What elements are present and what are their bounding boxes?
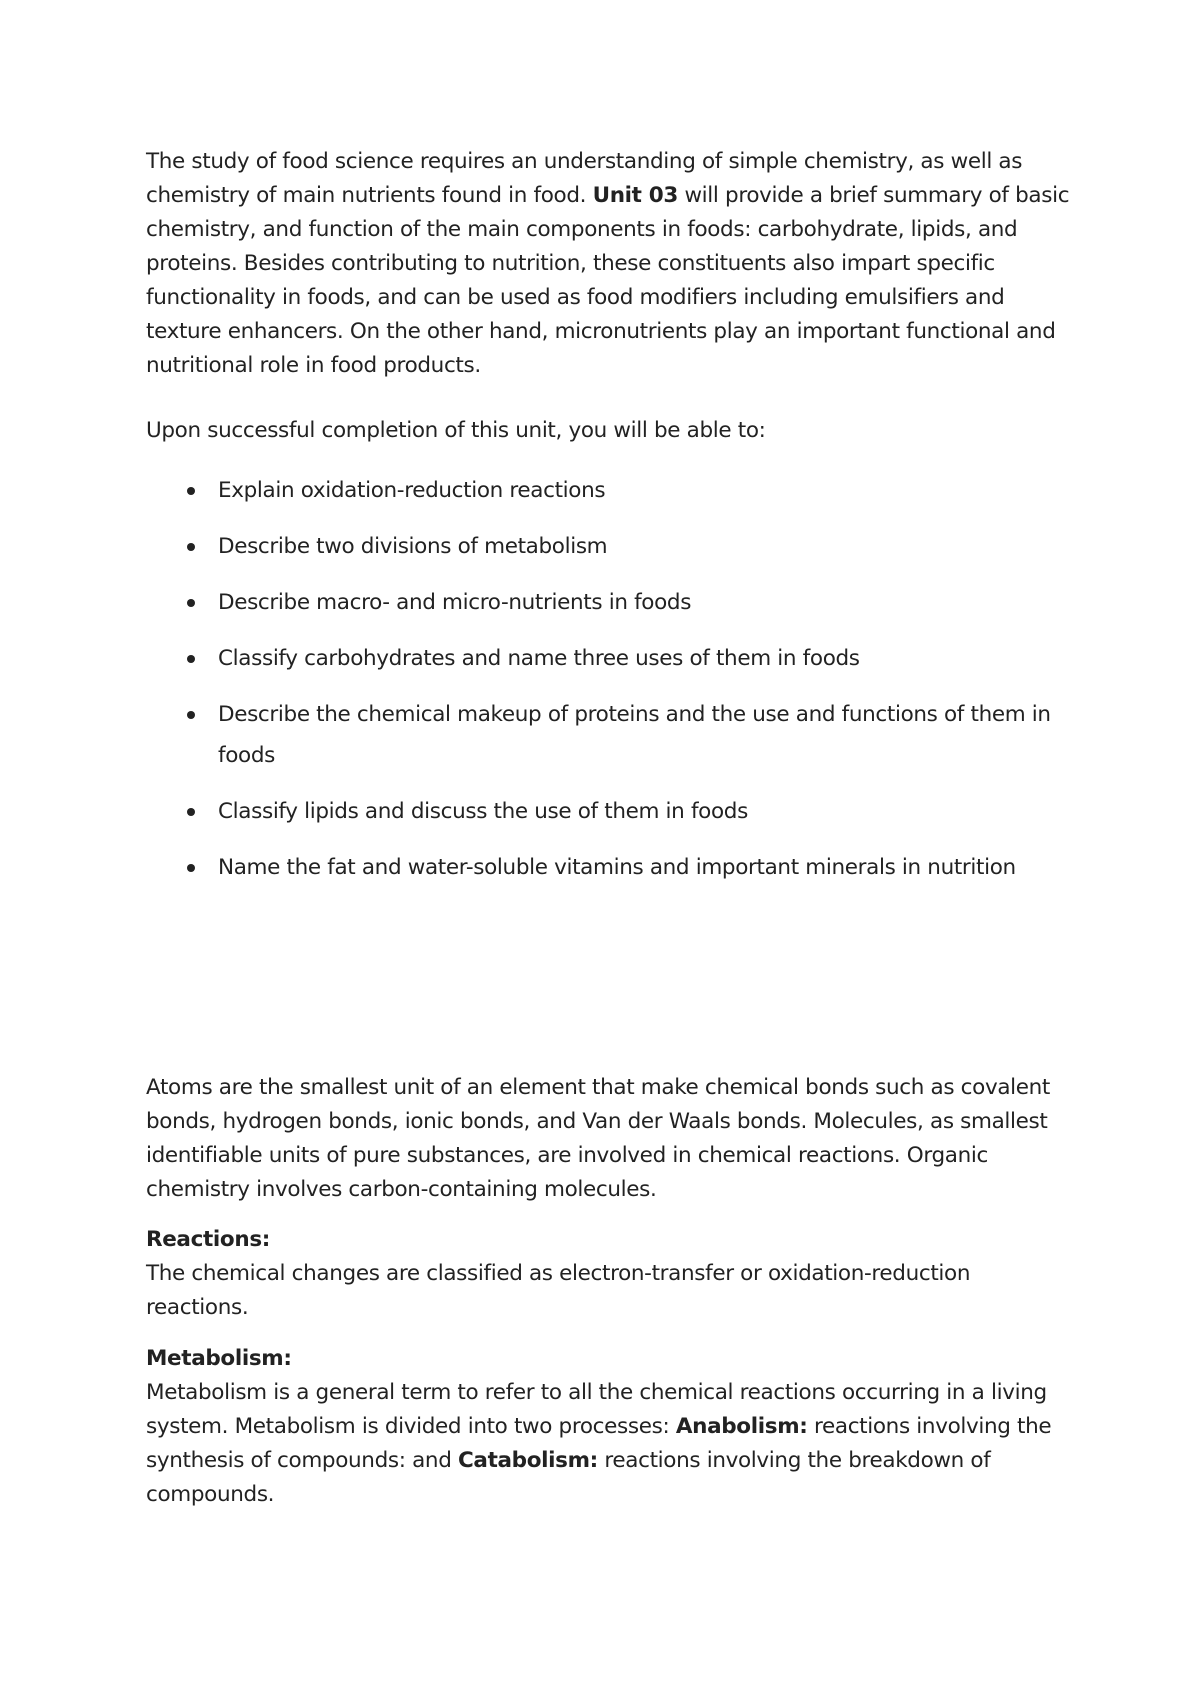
reactions-text: The chemical changes are classified as electron-transfer or oxidation-reduction reactions. [146, 1261, 971, 1320]
objective-text: Describe macro- and micro-nutrients in foods [218, 590, 692, 615]
bullet-icon [187, 655, 195, 663]
bullet-icon [187, 599, 195, 607]
objectives-lead: Upon successful completion of this unit, you will be able to: [146, 418, 766, 443]
reactions-section [146, 1223, 1076, 1325]
objective-text: Classify carbohydrates and name three uses of them in foods [218, 646, 860, 671]
objective-text: Name the fat and water-soluble vitamins and important minerals in nutrition [218, 855, 1016, 880]
unit-label: Unit 03 [592, 183, 678, 208]
intro-text-part2: will provide a brief summary of basic chemistry, and function of the main components in foods: carbohydrate, lipids, and proteins. Besides contributing to nutrition, these constituents also impart specific functionality in foods, and can be used as food modifiers including emulsifiers and texture enhancers. On the other hand, micronutrients play an important functional and nutritional role in food products. [146, 183, 1070, 378]
list-item [146, 847, 1076, 888]
metabolism-text-part2: reactions involving the synthesis of compounds: and [146, 1414, 1052, 1473]
bullet-icon [187, 864, 195, 872]
bullet-icon [187, 543, 195, 551]
list-item [146, 526, 1076, 567]
bullet-icon [187, 808, 195, 816]
objective-text: Describe the chemical makeup of proteins and the use and functions of them in foods [218, 702, 1051, 768]
metabolism-section [146, 1342, 1076, 1512]
bullet-icon [187, 711, 195, 719]
atoms-paragraph: Atoms are the smallest unit of an element that make chemical bonds such as covalent bonds, hydrogen bonds, ionic bonds, and Van der Waals bonds. Molecules, as smallest identifiable units of pure substances, are involved in chemical reactions. Organic chemistry involves carbon-containing molecules. [146, 1075, 1051, 1202]
objectives-list [146, 470, 1076, 903]
intro-paragraph [146, 145, 1076, 383]
objective-text: Describe two divisions of metabolism [218, 534, 608, 559]
anabolism-label: Anabolism: [675, 1414, 808, 1439]
objective-text: Explain oxidation-reduction reactions [218, 478, 606, 503]
list-item [146, 791, 1076, 832]
list-item [146, 470, 1076, 511]
bullet-icon [187, 487, 195, 495]
objective-text: Classify lipids and discuss the use of them in foods [218, 799, 748, 824]
reactions-heading: Reactions: [146, 1227, 271, 1252]
metabolism-text-part1: Metabolism is a general term to refer to all the chemical reactions occurring in a living system. Metabolism is divided into two processes: [146, 1380, 1047, 1439]
metabolism-heading: Metabolism: [146, 1346, 292, 1371]
list-item [146, 694, 1076, 776]
metabolism-text-part3: reactions involving the breakdown of compounds. [146, 1448, 991, 1507]
list-item [146, 638, 1076, 679]
intro-text-part1: The study of food science requires an understanding of simple chemistry, as well as chemistry of main nutrients found in food. [146, 149, 1023, 208]
catabolism-label: Catabolism: [458, 1448, 598, 1473]
list-item [146, 582, 1076, 623]
